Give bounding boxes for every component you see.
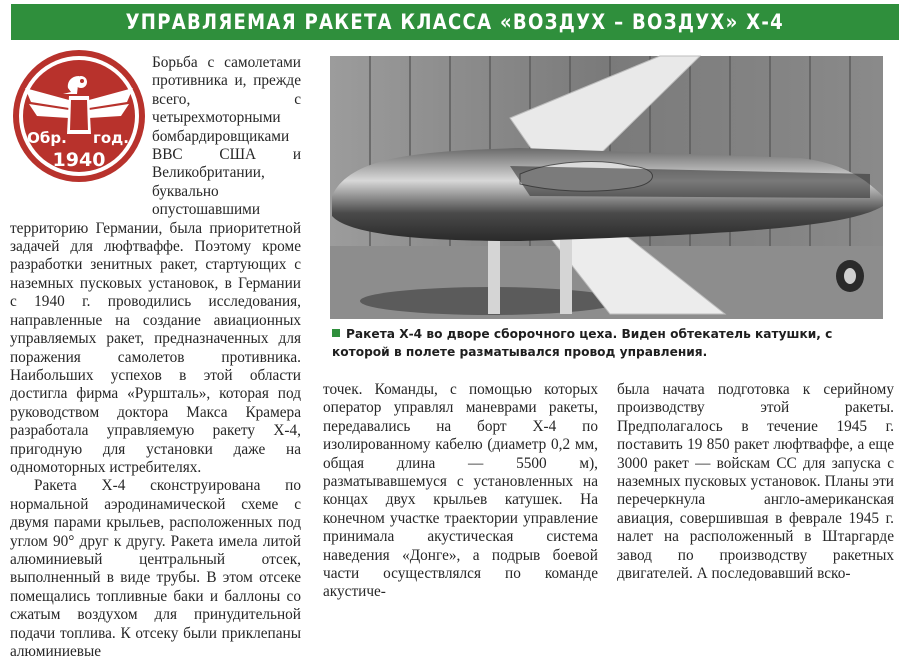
article-header	[11, 4, 899, 40]
paragraph-1: Борьба с самолетами противника и, прежде всего, с четырехмоторными бомбардировщиками ВВС США и Великобритании, буквально опустошавшими территорию Германии, была приоритетной задачей для люфтваффе. Поэтому кроме разработки зенитных ракет, стартующих с наземных пусковых установок, в Германии с 1940 г. проводились исследования, направленные на создание авиационных управляемых ракет, предназначенных для поражения самолетов противника. Наибольших успехов в этой области достигла фирма «Руршталь», которая под руководством доктора Макса Крамера разработала управляемую ракету Х-4, пригодную для установки даже на одномоторных истребителях.	[10, 54, 301, 476]
caption-text: Ракета Х-4 во дворе сборочного цеха. Виден обтекатель катушки, с которой в полете разматывался провод управления.	[332, 327, 833, 359]
article-column-1	[10, 54, 301, 660]
caption-marker-icon	[332, 329, 340, 337]
article-column-2	[323, 381, 598, 601]
article-column-3	[617, 381, 894, 583]
emblem-year: 1940	[52, 149, 106, 171]
paragraph-2: Ракета Х-4 сконструирована по нормальной аэродинамической схеме с двумя парами крыльев, расположенных под углом 90° друг к другу. Ракета имела литой алюминиевый центральный отсек, выполненный в виде трубы. В этом отсеке помещались топливные баки и баллоны со сжатым воздухом для принудительной подачи топлива. К отсеку были приклепаны алюминиевые	[10, 477, 301, 660]
paragraph-4: была начата подготовка к серийному производству этой ракеты. Предполагалось в течение 1945 г. поставить 19 850 ракет люфтваффе, а еще 3000 ракет — войскам СС для запуска с наземных пусковых установок. Планы эти перечеркнула англо-американская авиация, совершившая в феврале 1945 г. налет на расположенный в Штаргарде завод по производству ракетных двигателей. А последовавший вско-	[617, 381, 894, 583]
paragraph-3: точек. Команды, с помощью которых оператор управлял маневрами ракеты, передавались на борт Х-4 по изолированному кабелю (диаметр 0,2 мм, общая длина — 5500 м), разматывавшемуся с установленных на концах двух крыльев катушек. На конечном участке траектории управление принимала акустическая система наведения «Донге», а подрыв боевой части осуществлялся по команде акустиче-	[323, 381, 598, 601]
emblem-text-god: год.	[93, 129, 129, 147]
photo-caption	[332, 325, 886, 361]
missile-photo	[330, 56, 883, 319]
emblem-text-obr: Обр.	[27, 129, 67, 147]
article-title: УПРАВЛЯЕМАЯ РАКЕТА КЛАССА «ВОЗДУХ – ВОЗДУХ» Х-4	[125, 10, 785, 34]
emblem-float-space	[10, 54, 152, 214]
